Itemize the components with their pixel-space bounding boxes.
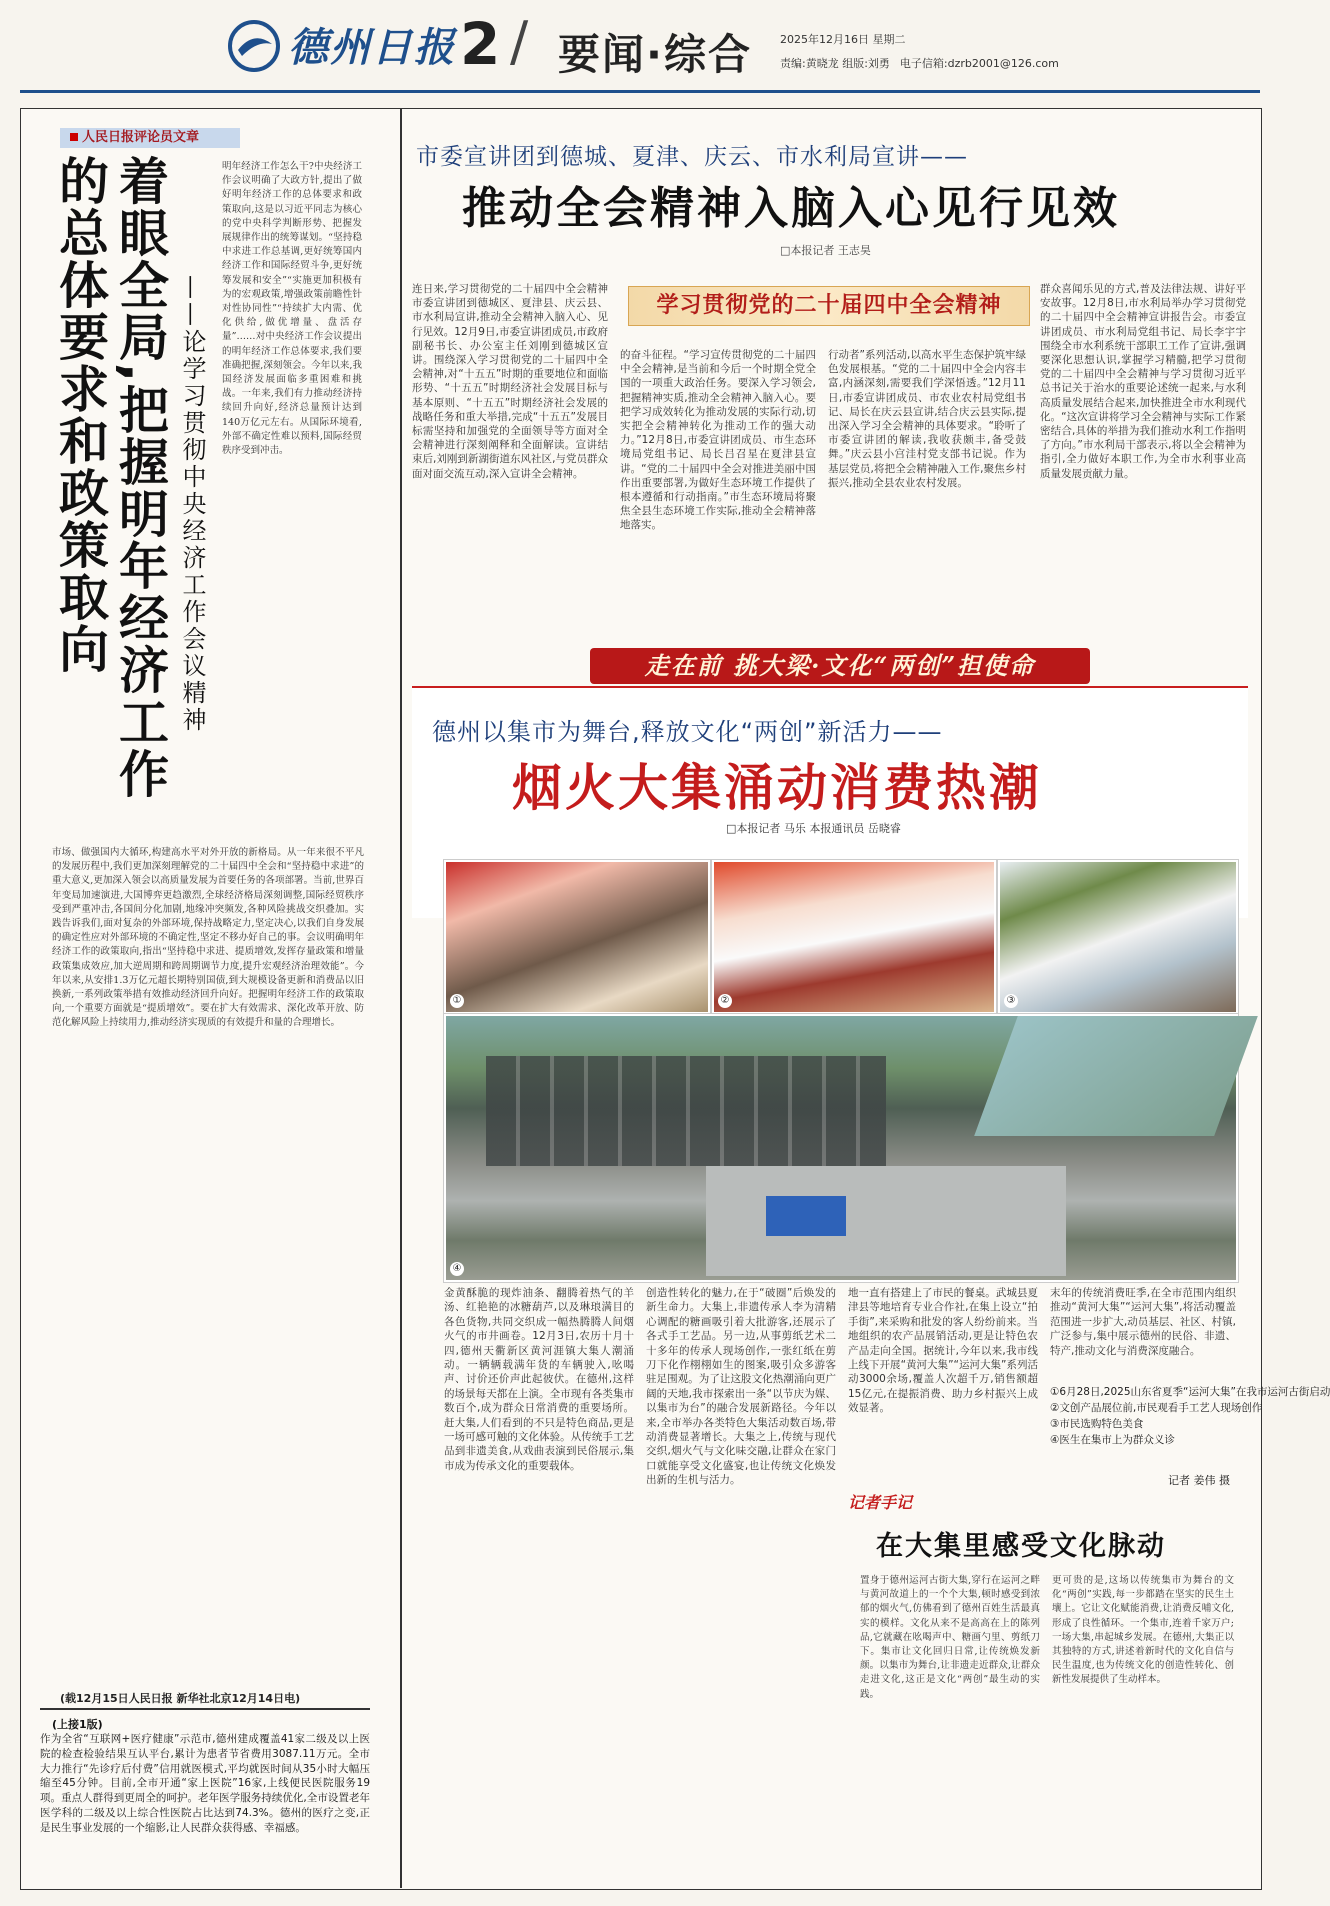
newspaper-logo-icon — [228, 20, 280, 72]
page-editors: 责编:黄晓龙 组版:刘勇 — [780, 57, 890, 70]
feature-byline: □本报记者 马乐 本报通讯员 岳晓睿 — [726, 822, 901, 835]
notebook-title: 在大集里感受文化脉动 — [876, 1531, 1166, 1562]
article1-byline: □本报记者 王志昊 — [780, 244, 871, 257]
commentary-column-2: 市场、做强国内大循环,构建高水平对外开放的新格局。从一年来很不平凡的发展历程中,我们更加深刻理解党的二十届四中全会和“坚持稳中求进”的重大意义,更加深入领会以高质量发展为首要任务的各项部署。当前,世界百年变局加速演进,大国博弈更趋激烈,全球经济格局深刻调整,国际经贸秩序受到严重冲击,各国间分化加剧,地缘冲突频发,各种风险挑战交织叠加。实践告诉我们,面对复杂的外部环境,保持战略定力,坚定决心,以我们自身发展的确定性应对外部环境的不确定性,坚定不移办好自己的事。会议明确明年经济工作的政策取向,指出“坚持稳中求进、提质增效,发挥存量政策和增量政策集成效应,加大逆周期和跨周期调节力度,提升宏观经济治理效能”。今年以来,从安排1.3万亿元超长期特别国债,到大规模设备更新和消费品以旧换新,一系列政策举措有效推动经济回升向好。把握明年经济工作的政策取向,一个重要方面就是“提质增效”。要在扩大有效需求、深化改革开放、防范化解风险上持续用力,推动经济实现质的有效提升和量的合理增长。 — [52, 847, 364, 1029]
notebook-column-2: 更可贵的是,这场以传统集市为舞台的文化“两创”实践,每一步都踏在坚实的民生土壤上。它让文化赋能消费,让消费反哺文化,形成了良性循环。一个集市,连着千家万户;一场大集,串起城乡发展。在德州,大集正以其独特的方式,讲述着新时代的文化自信与民生温度,也为传统文化的创造性转化、创新性发展提供了生动样本。 — [1052, 1575, 1234, 1686]
page-meta — [780, 28, 1069, 76]
commentary-column-1: 明年经济工作怎么干?中央经济工作会议明确了大政方针,提出了做好明年经济工作的总体要求和政策取向,这是以习近平同志为核心的党中央科学判断形势、把握发展规律作出的统筹谋划。“坚持稳中求进工作总基调,更好统筹国内经济工作和国际经贸斗争,更好统筹发展和安全”“实施更加积极有为的宏观政策,增强政策前瞻性针对性协同性”“持续扩大内需、优化供给,做优增量、盘活存量”……对中央经济工作会议提出的明年经济工作总体要求,我们要准确把握,深刻领会。今年以来,我国经济发展面临多重困难和挑战。一年来,我们有力推动经济持续回升向好,经济总量预计达到140万亿元左右。从国际环境看,外部不确定性难以预料,国际经贸秩序受到冲击。 — [222, 161, 362, 457]
rooftops-shape — [486, 1056, 886, 1166]
feature-column-4: 末年的传统消费旺季,在全市范围内组织推动“黄河大集”“运河大集”,将活动覆盖范围进一步扩大,动员基层、社区、村镇,广泛参与,集中展示德州的民俗、非遗、特产,推动文化与消费深度融合。 — [1050, 1287, 1236, 1357]
masthead — [0, 0, 1280, 98]
caption-1: ①6月28日,2025山东省夏季“运河大集”在我市运河古街启动 — [1050, 1386, 1330, 1398]
article1-headline: 推动全会精神入脑入心见行见效 — [462, 183, 1120, 234]
caption-2: ②文创产品展位前,市民观看手工艺人现场创作 — [1050, 1402, 1263, 1414]
photo-credit: 记者 姜伟 摄 — [1168, 1474, 1230, 1487]
column-divider — [400, 108, 402, 1888]
caption-4: ④医生在集市上为群众义诊 — [1050, 1434, 1175, 1446]
photo-label: ③ — [1004, 994, 1018, 1008]
photo-label: ④ — [450, 1262, 464, 1276]
notebook-column-1: 置身于德州运河古街大集,穿行在运河之畔与黄河故道上的一个个大集,顿时感受到浓郁的烟火气,仿佛看到了德州百姓生活最真实的模样。文化从来不是高高在上的陈列品,它就藏在吆喝声中、糖画勺里、剪纸刀下。集市让文化回归日常,让传统焕发新颜。以集市为舞台,让非遗走近群众,让群众走进文化,这正是文化“两创”最生动的实践。 — [860, 1575, 1040, 1700]
feature-column-3: 地一直有搭建上了市民的餐桌。武城县夏津县等地培育专业合作社,在集上设立“拍手街”,来采购和批发的客人纷纷前来。当地组织的农产品展销活动,更是让特色农产品走向全国。据统计,今年以来,我市线上线下开展“黄河大集”“运河大集”系列活动3000余场,覆盖人次超千万,销售额超15亿元,在提振消费、助力乡村振兴上成效显著。 — [848, 1287, 1038, 1415]
feature-column-1: 金黄酥脆的现炸油条、翻腾着热气的羊汤、红艳艳的冰糖葫芦,以及琳琅满目的各色货物,共同交织成一幅热腾腾人间烟火气的市井画卷。12月3日,农历十月十四,德州天衢新区黄河涯镇大集人潮涌动。一辆辆载满年货的车辆驶入,吆喝声、讨价还价声此起彼伏。在德州,这样的场景每天都在上演。全市现有各类集市数百个,成为群众日常消费的重要场所。赶大集,人们看到的不只是特色商品,更是一场可感可触的文化体验。从传统手工艺品到非遗美食,从戏曲表演到民俗展示,集市成为传承文化的重要载体。 — [444, 1287, 634, 1472]
page-section: 要闻·综合 — [558, 30, 752, 79]
feature-headline: 烟火大集涌动消费热潮 — [512, 759, 1042, 817]
caption-3: ③市民选购特色美食 — [1050, 1418, 1144, 1430]
photo-market-1 — [444, 860, 710, 1014]
photo-aerial-market — [444, 1014, 1238, 1282]
commentary-signoff: (载12月15日人民日报 新华社北京12月14日电) — [60, 1692, 301, 1705]
photo-label: ② — [718, 994, 732, 1008]
page-number: 2 — [460, 10, 501, 78]
photo-label: ① — [450, 994, 464, 1008]
section-divider — [40, 1708, 370, 1710]
page-slash: / — [510, 10, 529, 73]
jump-header: (上接1版) — [52, 1718, 103, 1731]
article1-banner: 学习贯彻党的二十届四中全会精神 — [628, 286, 1030, 326]
photo-captions — [1050, 1384, 1330, 1448]
plaza-shape — [706, 1166, 1066, 1276]
commentary-subtitle: ——论学习贯彻中央经济工作会议精神 — [178, 275, 206, 734]
photo-market-2 — [712, 860, 996, 1014]
photo-market-3 — [998, 860, 1238, 1014]
commentary-tag: 人民日报评论员文章 — [60, 128, 240, 148]
article1-column-1: 连日来,学习贯彻党的二十届四中全会精神市委宣讲团到德城区、夏津县、庆云县、市水利局宣讲,推动全会精神入脑入心、见行见效。12月9日,市委宣讲团成员,市政府副秘书长、办公室主任刘刚到德城区宣讲。围绕深入学习贯彻党的二十届四中全会精神,对“十五五”时期的重要地位和面临形势、“十五五”时期经济社会发展目标与基本原则、“十五五”时期经济社会发展的战略任务和重大举措,完成“十五五”发展目标需坚持和加强党的全面领导等方面对全会精神进行深刻阐释和全面解读。宣讲结束后,刘刚到新湖街道东风社区,与党员群众面对面交流互动,深入宣讲全会精神。 — [412, 283, 608, 480]
article1-column-2: 的奋斗征程。“学习宣传贯彻党的二十届四中全会精神,是当前和今后一个时期全党全国的一项重大政治任务。要深入学习领会,把握精神实质,推动全会精神入脑入心。要把学习成效转化为推动发展的实际行动,切实把全会精神转化为推动工作的强大动力。”12月8日,市委宣讲团成员、市生态环境局党组书记、局长吕召星在夏津县宣讲。“党的二十届四中全会对推进美丽中国作出重要部署,为做好生态环境工作提供了根本遵循和行动指南。”市生态环境局将聚焦全县生态环境工作实际,推动全会精神落地落实。 — [620, 349, 816, 532]
stage-shape — [766, 1196, 846, 1236]
jump-text: 作为全省“互联网+医疗健康”示范市,德州建成覆盖41家二级及以上医院的检查检验结果互认平台,累计为患者节省费用3087.11万元。全市大力推行“先诊疗后付费”信用就医模式,平均就医时间从35小时大幅压缩至45分钟。目前,全市开通“家上医院”16家,上线便民医院服务19项。重点人群得到更周全的呵护。老年医学服务持续优化,全市设置老年医学科的二级及以上综合性医院占比达到74.3%。德州的医疗之变,正是民生事业发展的一个缩影,让人民群众获得感、幸福感。 — [40, 1733, 370, 1834]
paper-name: 德州日报 — [288, 24, 456, 71]
feature-banner: 走在前 挑大梁·文化“两创”担使命 — [590, 648, 1090, 684]
article1-kicker: 市委宣讲团到德城、夏津、庆云、市水利局宣讲—— — [416, 144, 968, 170]
page-email: 电子信箱:dzrb2001@126.com — [899, 57, 1059, 70]
feature-kicker: 德州以集市为舞台,释放文化“两创”新活力—— — [432, 718, 943, 746]
notebook-tag: 记者手记 — [848, 1493, 913, 1512]
river-shape — [974, 1016, 1258, 1136]
page-date: 2025年12月16日 星期二 — [780, 33, 906, 46]
article1-column-3: 行动者”系列活动,以高水平生态保护筑牢绿色发展根基。“党的二十届四中全会内容丰富,内涵深刻,需要我们学深悟透。”12月11日,市委宣讲团成员、市农业农村局党组书记、局长在庆云县宣讲,结合庆云县实际,提出深入学习全会精神的具体要求。“聆听了市委宣讲团的解读,我收获颇丰,备受鼓舞。”庆云县小宫洼村党支部书记说。作为基层党员,将把全会精神融入工作,聚焦乡村振兴,推动全县农业农村发展。 — [828, 349, 1026, 489]
commentary-title: 着眼全局,把握明年经济工作的总体要求和政策取向 — [51, 155, 169, 800]
masthead-rule — [20, 90, 1260, 93]
feature-column-2: 创造性转化的魅力,在于“破圈”后焕发的新生命力。大集上,非遗传承人李为清精心调配的糖画吸引着大批游客,还展示了各式手工艺品。另一边,从事剪纸艺术二十多年的传承人现场创作,一张红纸在剪刀下化作栩栩如生的图案,吸引众多游客驻足围观。为了让这股文化热潮涌向更广阔的天地,我市探索出一条“以节庆为媒、以集市为台”的融合发展新路径。今年以来,全市举办各类特色大集活动数百场,带动消费显著增长。大集之上,传统与现代交织,烟火气与文化味交融,让群众在家门口就能享受文化盛宴,也让传统文化焕发出新的生机与活力。 — [646, 1287, 836, 1487]
article1-column-4: 群众喜闻乐见的方式,普及法律法规、讲好平安故事。12月8日,市水利局举办学习贯彻党的二十届四中全会精神宣讲报告会。市委宣讲团成员、市水利局党组书记、局长李宇宇围绕全市水利系统干部职工工作了宣讲,强调要深化思想认识,掌握学习精髓,把学习贯彻党的二十届四中全会精神与学习贯彻习近平总书记关于治水的重要论述统一起来,与水利高质量发展结合起来,加快推进全市水利现代化。“这次宣讲将学习全会精神与实际工作紧密结合,具体的举措为我们推动水利工作指明了方向。”市水利局干部表示,将以全会精神为指引,全力做好本职工作,为全市水利事业高质量发展贡献力量。 — [1040, 283, 1246, 480]
